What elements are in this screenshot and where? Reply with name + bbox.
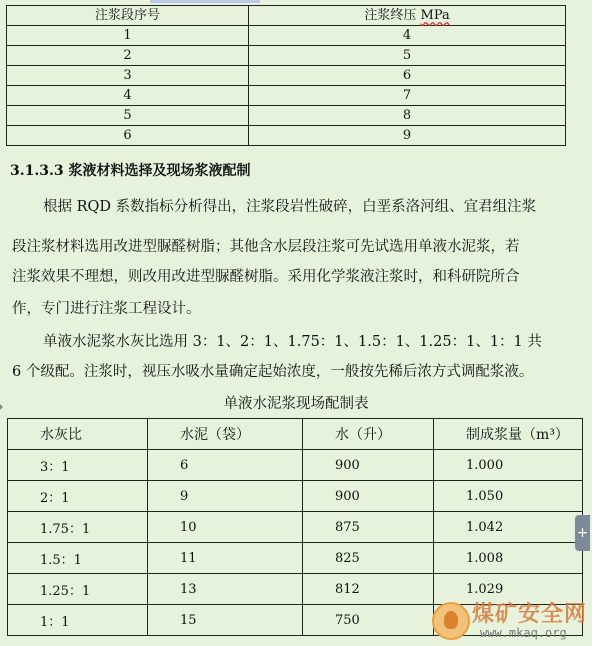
selection-strip <box>150 0 260 3</box>
table-cell: 1.050 <box>434 481 583 512</box>
table-row <box>7 106 566 126</box>
pressure-table <box>6 5 566 146</box>
table-row <box>8 543 583 574</box>
table-cell: 1.75：1 <box>8 512 148 543</box>
table-cell: 1.008 <box>434 543 583 574</box>
watermark-logo-icon <box>432 602 470 640</box>
table-row <box>8 450 583 481</box>
table-cell: 5 <box>7 106 249 126</box>
table-cell: 11 <box>148 543 303 574</box>
table-cell: 812 <box>303 574 434 605</box>
table-cell: 6 <box>7 126 249 146</box>
table-cell: 3：1 <box>8 450 148 481</box>
header-cell: 水泥（袋） <box>148 419 303 450</box>
header-cell: 注浆段序号 <box>7 6 249 26</box>
table-cell: 900 <box>303 450 434 481</box>
table-cell: 9 <box>148 481 303 512</box>
table-cell: 825 <box>303 543 434 574</box>
table-cell: 1 <box>7 26 249 46</box>
table-row <box>7 66 566 86</box>
table-cell: 2：1 <box>8 481 148 512</box>
paragraph-line: 作，专门进行注浆工程设计。 <box>12 301 201 317</box>
table-cell: 900 <box>303 481 434 512</box>
table-cell: 9 <box>249 126 566 146</box>
table-header-row <box>7 6 566 26</box>
table-cell: 750 <box>303 605 434 636</box>
table-cell: 1.25：1 <box>8 574 148 605</box>
header-cell <box>249 6 566 26</box>
table-cell: 3 <box>7 66 249 86</box>
paragraph-line: 6 个级配。注浆时，视压水吸水量确定起始浓度，一般按先稀后浓方式调配浆液。 <box>12 364 534 380</box>
table-cell: 4 <box>249 26 566 46</box>
paragraph-line: 单液水泥浆水灰比选用 3：1、2：1、1.75：1、1.5：1、1.25：1、1：1 共 <box>43 334 542 350</box>
header-cell: 水（升） <box>303 419 434 450</box>
header-cell: 水灰比 <box>8 419 148 450</box>
table-row <box>7 46 566 66</box>
table-header-row <box>8 419 583 450</box>
table-cell: 1：1 <box>8 605 148 636</box>
table-cell: 6 <box>249 66 566 86</box>
watermark <box>432 596 592 646</box>
table-row <box>7 126 566 146</box>
table-cell: 1.029 <box>434 574 583 605</box>
table-cell: 5 <box>249 46 566 66</box>
table-cell: 1.5：1 <box>8 543 148 574</box>
paragraph-line: 根据 RQD 系数指标分析得出，注浆段岩性破碎，白垩系洛河组、宜君组注浆 <box>43 199 537 215</box>
table-cell: 13 <box>148 574 303 605</box>
watermark-url: www.mkaq.org <box>480 626 567 640</box>
table-cell: 1.042 <box>434 512 583 543</box>
paragraph-line: 段注浆材料选用改进型脲醛树脂；其他含水层段注浆可先试选用单液水泥浆，若 <box>12 239 520 255</box>
table-row <box>8 512 583 543</box>
header-cell: 制成浆量（m³） <box>434 419 583 450</box>
table-cell: 10 <box>148 512 303 543</box>
table-row <box>7 86 566 106</box>
table-cell: 1.000 <box>434 450 583 481</box>
header-label: 注浆终压 <box>364 8 417 23</box>
table-cell: 8 <box>249 106 566 126</box>
paragraph-line: 注浆效果不理想，则改用改进型脲醛树脂。采用化学浆液注浆时，和科研院所合 <box>12 269 520 285</box>
table-cell: 4 <box>7 86 249 106</box>
table-cell: 2 <box>7 46 249 66</box>
unit-label: MPa <box>420 8 450 23</box>
section-heading: 3.1.3.3 浆液材料选择及现场浆液配制 <box>10 163 251 179</box>
table-cell: 15 <box>148 605 303 636</box>
expand-panel-button[interactable]: + <box>575 515 590 551</box>
table-row <box>8 481 583 512</box>
table-caption: 单液水泥浆现场配制表 <box>223 396 369 412</box>
table-cell: 6 <box>148 450 303 481</box>
table-cell: 875 <box>303 512 434 543</box>
table-cell: 7 <box>249 86 566 106</box>
table-row <box>7 26 566 46</box>
watermark-text: 煤矿安全网 <box>472 602 588 627</box>
